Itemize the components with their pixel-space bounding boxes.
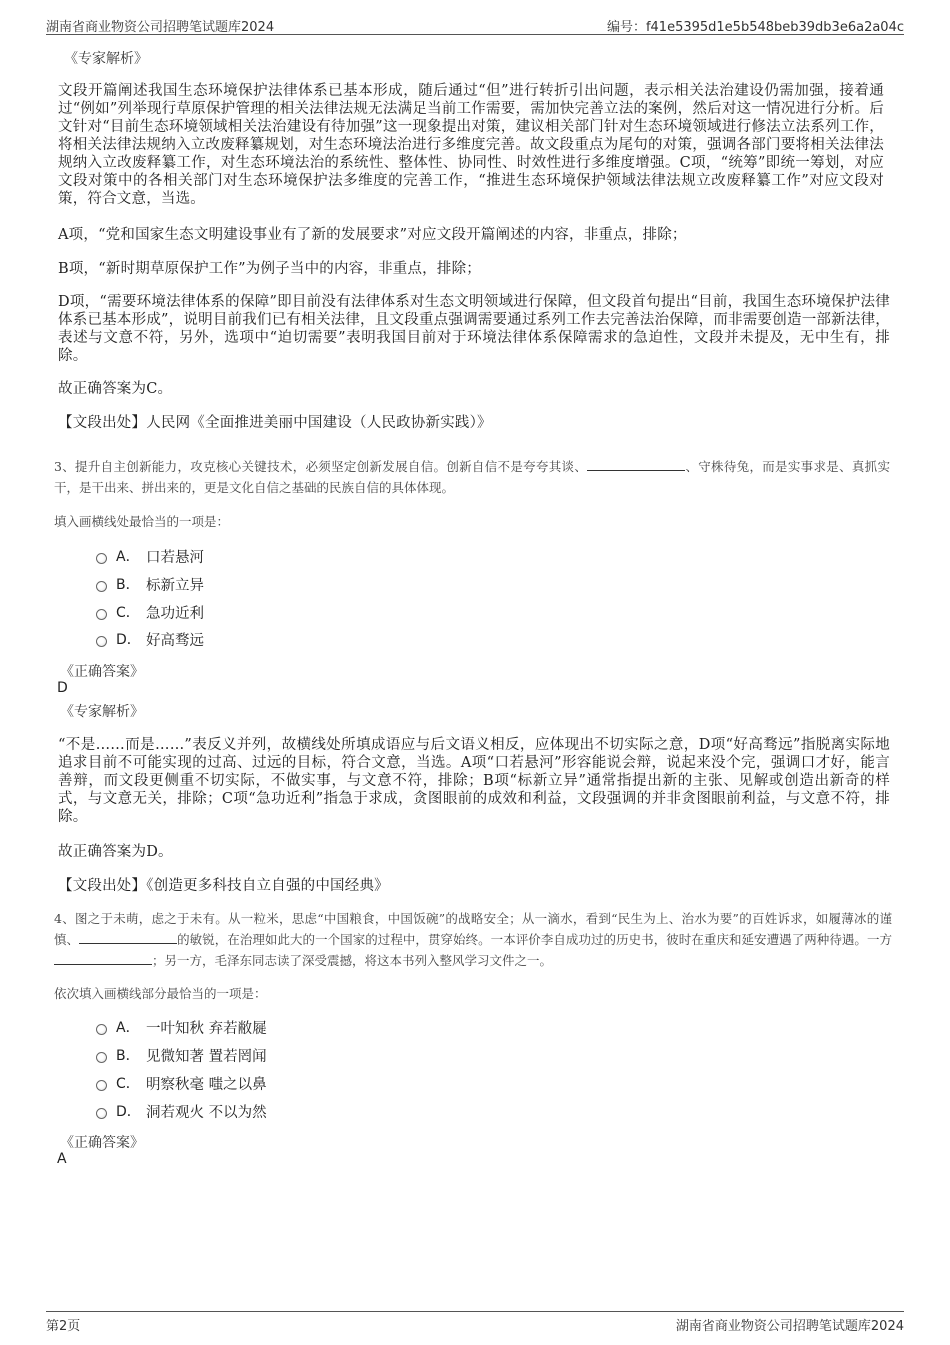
q3-stem-part2: 、守株待兔，而是实事求是、真抓实干，是干出来、拼出来的，更是文化自信之基础的民族自信的具体体现。 — [54, 459, 890, 495]
q3-prompt: 填入画横线处最恰当的一项是： — [54, 514, 230, 529]
q4-stem — [54, 908, 892, 971]
q4-option-d[interactable] — [96, 1100, 267, 1122]
q2-conclusion: 故正确答案为C。 — [58, 381, 173, 397]
option-text: 标新立异 — [146, 577, 204, 594]
radio-icon[interactable] — [96, 1080, 107, 1091]
radio-icon[interactable] — [96, 1108, 107, 1119]
q2-source: 【文段出处】人民网《全面推进美丽中国建设（人民政协新实践）》 — [58, 415, 492, 431]
footer-title: 湖南省商业物资公司招聘笔试题库2024 — [675, 1319, 904, 1334]
option-key: A． — [116, 1020, 140, 1036]
radio-icon[interactable] — [96, 581, 107, 592]
option-text: 明察秋毫 嗤之以鼻 — [146, 1076, 267, 1093]
q3-option-d[interactable] — [96, 628, 204, 650]
q4-option-b[interactable] — [96, 1044, 267, 1066]
header-title: 湖南省商业物资公司招聘笔试题库2024 — [46, 20, 275, 35]
q4-blank-2 — [54, 951, 152, 965]
option-key: B． — [116, 577, 140, 593]
q3-answer-label: 《正确答案》 — [60, 664, 144, 680]
q3-source: 【文段出处】《创造更多科技自立自强的中国经典》 — [58, 878, 389, 894]
q4-blank-1 — [79, 930, 177, 944]
option-key: B． — [116, 1048, 140, 1064]
q2-analysis-option-b: B项，“新时期草原保护工作”为例子当中的内容，非重点，排除； — [58, 261, 481, 277]
q3-blank — [587, 457, 685, 471]
option-text: 见微知著 置若罔闻 — [146, 1048, 267, 1065]
option-text: 好高骛远 — [146, 632, 204, 649]
q3-stem-part1: 3、提升自主创新能力，攻克核心关键技术，必须坚定创新发展自信。创新自信不是夸夸其谈、 — [54, 459, 588, 474]
radio-icon[interactable] — [96, 553, 107, 564]
q4-stem-part2: 的敏锐，在治理如此大的一个国家的过程中，贯穿始终。一本评价李自成功过的历史书，彼时在重庆和延安遭遇了两种待遇。一方 — [177, 932, 892, 947]
radio-icon[interactable] — [96, 609, 107, 620]
q3-analysis: “不是……而是……”表反义并列，故横线处所填成语应与后文语义相反，应体现出不切实际之意，D项“好高骛远”指脱离实际地追求目前不可能实现的过高、过远的目标，符合文意，当选。A项“口若悬河”形容能说会辩，说起来没个完，强调口才好，能言善辩，而文段更侧重不切实际，不做实事，与文意不符，排除；B项“标新立异”通常指提出新的主张、见解或创造出新奇的样式，与文意无关，排除；C项“急功近利”指急于求成，贪图眼前的成效和利益，文段强调的并非贪图眼前利益，与文意不符，排除。 — [58, 737, 890, 825]
radio-icon[interactable] — [96, 636, 107, 647]
q3-option-a[interactable] — [96, 545, 204, 567]
option-key: C． — [116, 605, 140, 621]
q2-analysis-label: 《专家解析》 — [64, 51, 148, 67]
q3-analysis-label: 《专家解析》 — [60, 704, 144, 720]
q2-analysis-option-a: A项，“党和国家生态文明建设事业有了新的发展要求”对应文段开篇阐述的内容，非重点，排除； — [58, 227, 687, 243]
page-header — [46, 14, 904, 35]
q4-answer-label: 《正确答案》 — [60, 1135, 144, 1151]
q4-option-c[interactable] — [96, 1072, 267, 1094]
q3-stem — [54, 456, 890, 498]
q4-prompt: 依次填入画横线部分最恰当的一项是： — [54, 986, 267, 1001]
option-text: 洞若观火 不以为然 — [146, 1104, 267, 1121]
q3-answer: D — [57, 680, 68, 696]
q4-answer: A — [57, 1151, 67, 1167]
q3-conclusion: 故正确答案为D。 — [58, 844, 173, 860]
radio-icon[interactable] — [96, 1024, 107, 1035]
q3-option-b[interactable] — [96, 573, 204, 595]
option-text: 口若悬河 — [146, 549, 204, 566]
q2-analysis-option-d: D项，“需要环境法律体系的保障”即目前没有法律体系对生态文明领域进行保障，但文段首句提出“目前，我国生态环境保护法律体系已基本形成”，说明目前我们已有相关法律，且文段重点强调需要通过系列工作去完善法治保障，而非需要创造一部新法律，表述与文意不符，另外，选项中“迫切需要”表明我国目前对于环境法律体系保障需求的急迫性，文段并未提及，无中生有，排除。 — [58, 294, 890, 364]
option-key: D． — [116, 632, 141, 648]
page-number: 第2页 — [46, 1319, 81, 1334]
radio-icon[interactable] — [96, 1052, 107, 1063]
q4-option-a[interactable] — [96, 1016, 267, 1038]
q2-analysis-paragraph: 文段开篇阐述我国生态环境保护法律体系已基本形成，随后通过“但”进行转折引出问题，表示相关法治建设仍需加强，接着通过“例如”列举现行草原保护管理的相关法律法规无法满足当前工作需要，需加快完善立法的案例，然后对这一情况进行分析。后文针对“目前生态环境领域相关法治建设有待加强”这一现象提出对策，建议相关部门针对生态环境领域进行修法立法系列工作，将相关法律法规纳入立改废释纂规划，对生态环境法治进行多维度完善。故文段重点为尾句的对策，强调各部门要将相关法律法规纳入立改废释纂工作，对生态环境法治的系统性、整体性、协同性、时效性进行多维度增强。C项，“统筹”即统一筹划，对应文段对策中的各相关部门对生态环境保护法多维度的完善工作，“推进生态环境保护领域法律法规立改废释纂工作”对应文段对策，符合文意，当选。 — [58, 83, 884, 207]
q4-stem-part3: ；另一方，毛泽东同志读了深受震撼，将这本书列入整风学习文件之一。 — [152, 953, 553, 968]
page-footer — [46, 1311, 904, 1332]
q4-stem-part1: 4、图之于未萌，虑之于未有。从一粒米，思虑“中国粮食，中国饭碗”的战略安全；从一滴水，看到“民生为上、治水为要”的百姓诉求，如履薄冰的谨慎、 — [54, 911, 892, 947]
option-text: 一叶知秋 弃若敝屣 — [146, 1020, 267, 1037]
option-key: C． — [116, 1076, 140, 1092]
option-text: 急功近利 — [146, 605, 204, 622]
header-serial: 编号：f41e5395d1e5b548beb39db3e6a2a04c — [606, 20, 904, 35]
option-key: A． — [116, 549, 140, 565]
option-key: D． — [116, 1104, 141, 1120]
q3-option-c[interactable] — [96, 601, 204, 623]
